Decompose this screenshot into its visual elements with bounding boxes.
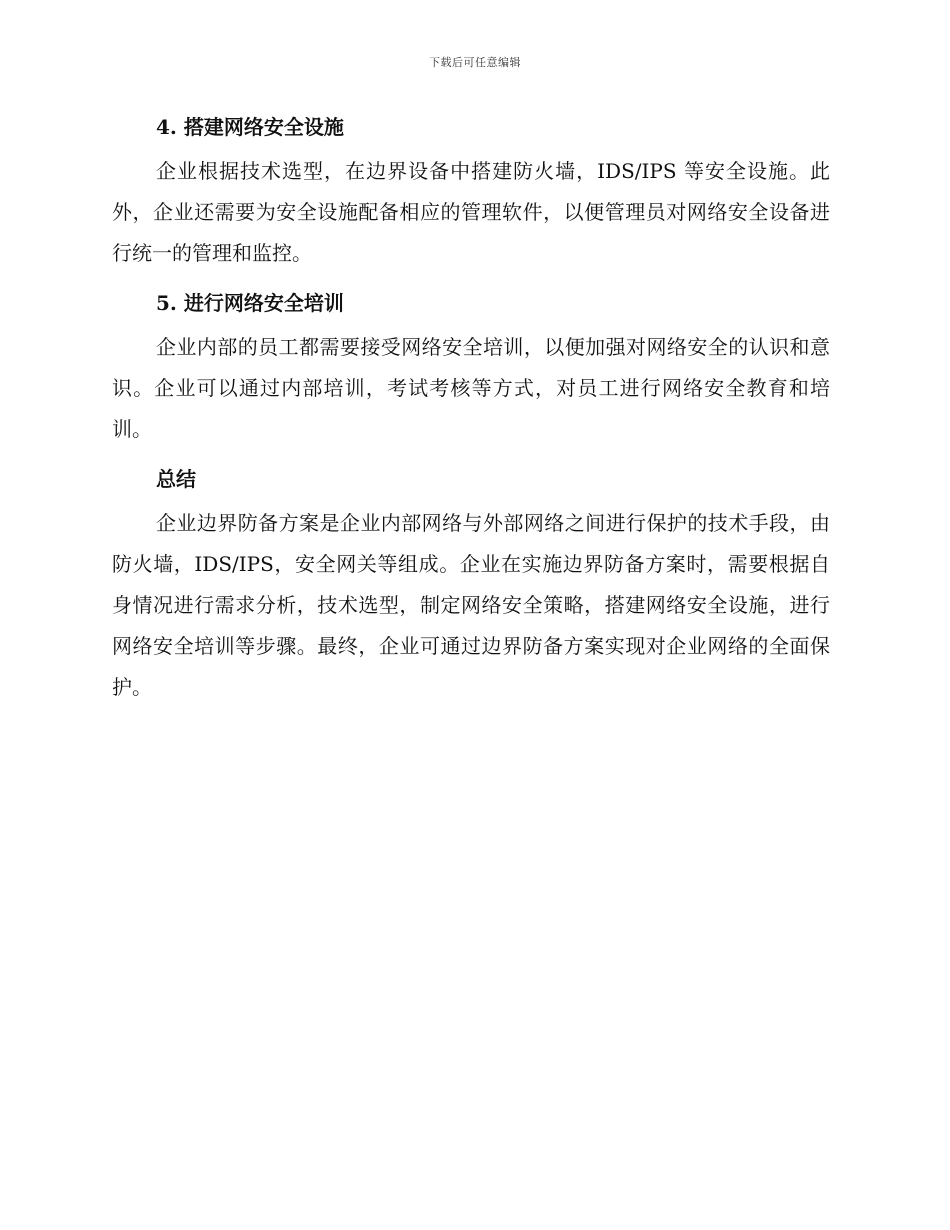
- section-heading-4: 4. 搭建网络安全设施: [156, 115, 344, 139]
- section-heading-5: 5. 进行网络安全培训: [156, 291, 344, 315]
- header-note: 下载后可任意编辑: [429, 56, 521, 69]
- document-body: [112, 110, 830, 708]
- section-heading-summary: 总结: [156, 467, 196, 491]
- section-paragraph-5: 企业内部的员工都需要接受网络安全培训，以便加强对网络安全的认识和意识。企业可以通过内部培训，考试考核等方式，对员工进行网络安全教育和培训。: [112, 335, 830, 441]
- section-paragraph-summary: 企业边界防备方案是企业内部网络与外部网络之间进行保护的技术手段，由防火墙，IDS/IPS，安全网关等组成。企业在实施边界防备方案时，需要根据自身情况进行需求分析，技术选型，制定网络安全策略，搭建网络安全设施，进行网络安全培训等步骤。最终，企业可通过边界防备方案实现对企业网络的全面保护。: [112, 511, 830, 699]
- section-paragraph-4: 企业根据技术选型，在边界设备中搭建防火墙，IDS/IPS 等安全设施。此外，企业还需要为安全设施配备相应的管理软件，以便管理员对网络安全设备进行统一的管理和监控。: [112, 159, 830, 265]
